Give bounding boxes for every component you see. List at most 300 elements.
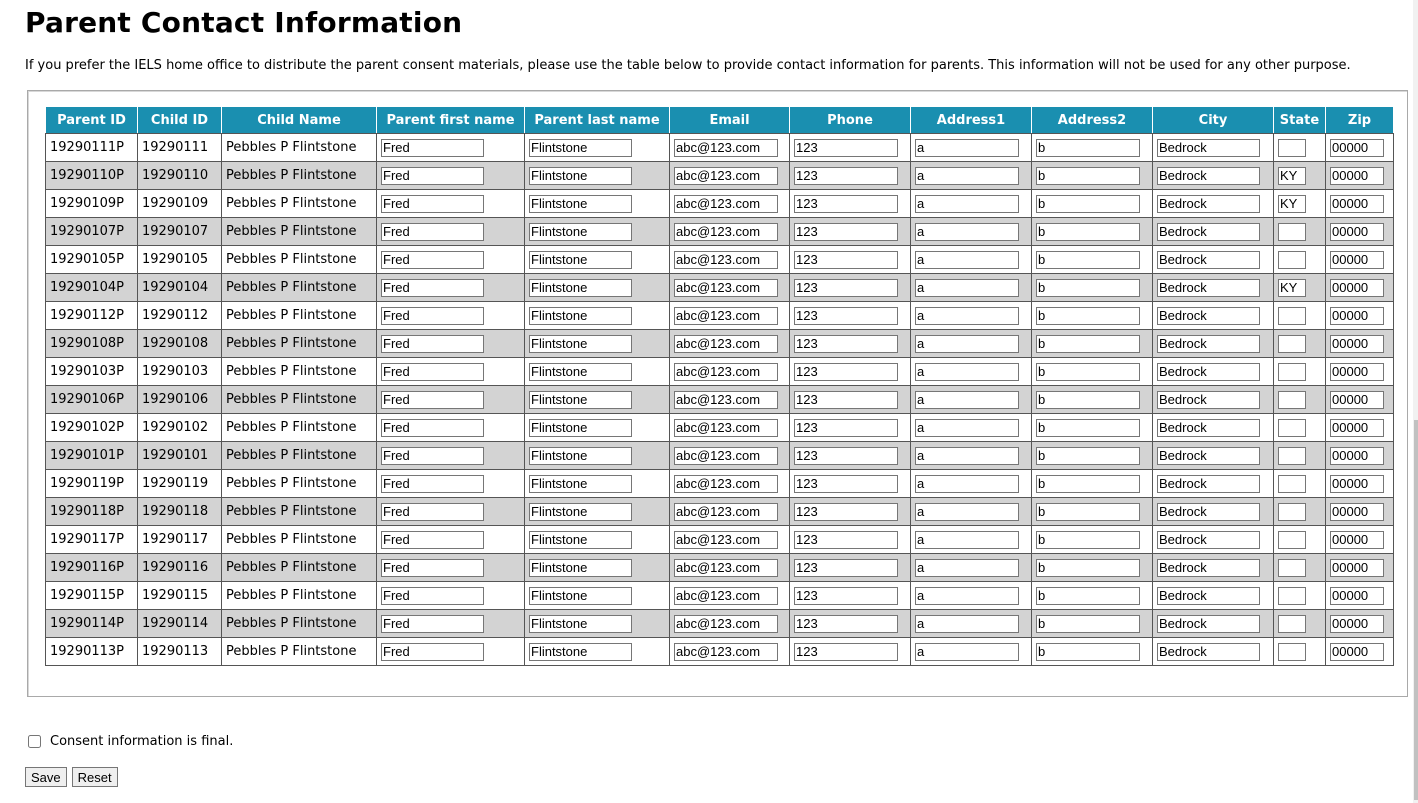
city-cell bbox=[1153, 190, 1274, 218]
parent-first-name-input[interactable] bbox=[381, 419, 484, 437]
parent-last-name-cell bbox=[525, 162, 670, 190]
parent-last-name-input[interactable] bbox=[529, 643, 632, 661]
city-cell bbox=[1153, 442, 1274, 470]
address1-cell bbox=[911, 386, 1032, 414]
consent-final-label[interactable]: Consent information is final. bbox=[50, 734, 234, 749]
address2-input[interactable] bbox=[1036, 391, 1140, 409]
column-header-child-name: Child Name bbox=[222, 107, 377, 134]
city-cell bbox=[1153, 386, 1274, 414]
phone-cell bbox=[790, 162, 911, 190]
parent-first-name-input[interactable] bbox=[381, 643, 484, 661]
column-header-parent-id: Parent ID bbox=[46, 107, 138, 134]
phone-input[interactable] bbox=[794, 615, 898, 633]
parent-id-cell: 19290107P bbox=[46, 218, 138, 246]
city-input[interactable] bbox=[1157, 223, 1260, 241]
parent-last-name-cell bbox=[525, 554, 670, 582]
column-header-child-id: Child ID bbox=[138, 107, 222, 134]
phone-input[interactable] bbox=[794, 251, 898, 269]
parent-last-name-cell bbox=[525, 134, 670, 162]
address2-cell bbox=[1032, 386, 1153, 414]
zip-cell bbox=[1326, 190, 1394, 218]
state-input[interactable] bbox=[1278, 363, 1306, 381]
zip-cell bbox=[1326, 414, 1394, 442]
email-input[interactable] bbox=[674, 615, 778, 633]
child-name-cell: Pebbles P Flintstone bbox=[222, 302, 377, 330]
zip-input[interactable] bbox=[1330, 251, 1384, 269]
state-cell bbox=[1274, 218, 1326, 246]
parent-first-name-cell bbox=[377, 386, 525, 414]
child-name-cell: Pebbles P Flintstone bbox=[222, 330, 377, 358]
email-input[interactable] bbox=[674, 139, 778, 157]
table-row bbox=[46, 134, 1394, 162]
state-input[interactable] bbox=[1278, 559, 1306, 577]
zip-input[interactable] bbox=[1330, 643, 1384, 661]
phone-cell bbox=[790, 554, 911, 582]
parent-first-name-input[interactable] bbox=[381, 167, 484, 185]
parent-first-name-input[interactable] bbox=[381, 223, 484, 241]
address1-input[interactable] bbox=[915, 615, 1019, 633]
parent-first-name-input[interactable] bbox=[381, 587, 484, 605]
email-input[interactable] bbox=[674, 251, 778, 269]
parent-first-name-cell bbox=[377, 190, 525, 218]
phone-input[interactable] bbox=[794, 307, 898, 325]
parent-last-name-input[interactable] bbox=[529, 531, 632, 549]
city-input[interactable] bbox=[1157, 587, 1260, 605]
city-input[interactable] bbox=[1157, 195, 1260, 213]
city-input[interactable] bbox=[1157, 363, 1260, 381]
child-name-cell: Pebbles P Flintstone bbox=[222, 610, 377, 638]
column-header-phone: Phone bbox=[790, 107, 911, 134]
address2-input[interactable] bbox=[1036, 587, 1140, 605]
email-cell bbox=[670, 526, 790, 554]
address1-input[interactable] bbox=[915, 335, 1019, 353]
city-input[interactable] bbox=[1157, 279, 1260, 297]
email-input[interactable] bbox=[674, 279, 778, 297]
parent-first-name-input[interactable] bbox=[381, 531, 484, 549]
state-input[interactable] bbox=[1278, 587, 1306, 605]
address2-cell bbox=[1032, 162, 1153, 190]
zip-cell bbox=[1326, 358, 1394, 386]
address1-input[interactable] bbox=[915, 139, 1019, 157]
zip-input[interactable] bbox=[1330, 223, 1384, 241]
child-name-cell: Pebbles P Flintstone bbox=[222, 526, 377, 554]
email-input[interactable] bbox=[674, 587, 778, 605]
phone-input[interactable] bbox=[794, 139, 898, 157]
address2-input[interactable] bbox=[1036, 643, 1140, 661]
address2-input[interactable] bbox=[1036, 195, 1140, 213]
parent-last-name-input[interactable] bbox=[529, 475, 632, 493]
zip-input[interactable] bbox=[1330, 559, 1384, 577]
email-input[interactable] bbox=[674, 223, 778, 241]
parent-last-name-input[interactable] bbox=[529, 391, 632, 409]
state-cell bbox=[1274, 554, 1326, 582]
city-cell bbox=[1153, 330, 1274, 358]
phone-input[interactable] bbox=[794, 531, 898, 549]
city-cell bbox=[1153, 498, 1274, 526]
city-input[interactable] bbox=[1157, 559, 1260, 577]
parent-first-name-input[interactable] bbox=[381, 307, 484, 325]
state-cell bbox=[1274, 526, 1326, 554]
city-input[interactable] bbox=[1157, 167, 1260, 185]
child-id-cell: 19290106 bbox=[138, 386, 222, 414]
state-input[interactable] bbox=[1278, 643, 1306, 661]
city-cell bbox=[1153, 134, 1274, 162]
state-cell bbox=[1274, 134, 1326, 162]
state-input[interactable] bbox=[1278, 475, 1306, 493]
parent-first-name-cell bbox=[377, 498, 525, 526]
state-cell bbox=[1274, 190, 1326, 218]
state-input[interactable] bbox=[1278, 615, 1306, 633]
city-input[interactable] bbox=[1157, 615, 1260, 633]
email-cell bbox=[670, 554, 790, 582]
parent-first-name-cell bbox=[377, 330, 525, 358]
address2-input[interactable] bbox=[1036, 531, 1140, 549]
state-input[interactable] bbox=[1278, 279, 1306, 297]
email-input[interactable] bbox=[674, 531, 778, 549]
phone-input[interactable] bbox=[794, 643, 898, 661]
address1-input[interactable] bbox=[915, 279, 1019, 297]
state-cell bbox=[1274, 498, 1326, 526]
address2-input[interactable] bbox=[1036, 167, 1140, 185]
address2-input[interactable] bbox=[1036, 559, 1140, 577]
table-row bbox=[46, 638, 1394, 666]
parent-first-name-cell bbox=[377, 358, 525, 386]
phone-input[interactable] bbox=[794, 587, 898, 605]
email-input[interactable] bbox=[674, 419, 778, 437]
phone-cell bbox=[790, 358, 911, 386]
address2-input[interactable] bbox=[1036, 279, 1140, 297]
parent-id-cell: 19290104P bbox=[46, 274, 138, 302]
address1-cell bbox=[911, 638, 1032, 666]
parent-last-name-cell bbox=[525, 414, 670, 442]
address1-input[interactable] bbox=[915, 223, 1019, 241]
address1-cell bbox=[911, 162, 1032, 190]
email-input[interactable] bbox=[674, 167, 778, 185]
address2-input[interactable] bbox=[1036, 503, 1140, 521]
email-input[interactable] bbox=[674, 335, 778, 353]
parent-last-name-cell bbox=[525, 498, 670, 526]
parent-last-name-input[interactable] bbox=[529, 307, 632, 325]
parent-last-name-input[interactable] bbox=[529, 363, 632, 381]
state-input[interactable] bbox=[1278, 251, 1306, 269]
address1-input[interactable] bbox=[915, 195, 1019, 213]
phone-cell bbox=[790, 470, 911, 498]
parent-last-name-input[interactable] bbox=[529, 251, 632, 269]
city-input[interactable] bbox=[1157, 139, 1260, 157]
child-id-cell: 19290109 bbox=[138, 190, 222, 218]
consent-final-checkbox[interactable] bbox=[28, 735, 41, 748]
child-id-cell: 19290114 bbox=[138, 610, 222, 638]
parent-last-name-input[interactable] bbox=[529, 167, 632, 185]
zip-input[interactable] bbox=[1330, 391, 1384, 409]
reset-button[interactable]: Reset bbox=[72, 767, 118, 787]
zip-input[interactable] bbox=[1330, 503, 1384, 521]
address2-input[interactable] bbox=[1036, 251, 1140, 269]
zip-input[interactable] bbox=[1330, 167, 1384, 185]
column-header-parent-first-name: Parent first name bbox=[377, 107, 525, 134]
zip-cell bbox=[1326, 442, 1394, 470]
phone-input[interactable] bbox=[794, 167, 898, 185]
email-input[interactable] bbox=[674, 503, 778, 521]
address1-input[interactable] bbox=[915, 531, 1019, 549]
address2-cell bbox=[1032, 134, 1153, 162]
phone-input[interactable] bbox=[794, 419, 898, 437]
scrollbar-thumb[interactable] bbox=[1414, 420, 1418, 800]
address1-input[interactable] bbox=[915, 475, 1019, 493]
column-header-email: Email bbox=[670, 107, 790, 134]
parent-last-name-input[interactable] bbox=[529, 447, 632, 465]
child-name-cell: Pebbles P Flintstone bbox=[222, 498, 377, 526]
zip-input[interactable] bbox=[1330, 335, 1384, 353]
parent-first-name-input[interactable] bbox=[381, 279, 484, 297]
parent-id-cell: 19290103P bbox=[46, 358, 138, 386]
parent-id-cell: 19290110P bbox=[46, 162, 138, 190]
state-input[interactable] bbox=[1278, 335, 1306, 353]
table-row bbox=[46, 554, 1394, 582]
parent-last-name-input[interactable] bbox=[529, 559, 632, 577]
address2-input[interactable] bbox=[1036, 615, 1140, 633]
state-input[interactable] bbox=[1278, 419, 1306, 437]
address1-cell bbox=[911, 134, 1032, 162]
table-row bbox=[46, 274, 1394, 302]
parent-last-name-cell bbox=[525, 610, 670, 638]
table-row bbox=[46, 246, 1394, 274]
table-row bbox=[46, 582, 1394, 610]
header-row bbox=[46, 107, 1394, 134]
city-input[interactable] bbox=[1157, 475, 1260, 493]
phone-input[interactable] bbox=[794, 335, 898, 353]
zip-cell bbox=[1326, 554, 1394, 582]
email-input[interactable] bbox=[674, 559, 778, 577]
child-id-cell: 19290115 bbox=[138, 582, 222, 610]
address2-input[interactable] bbox=[1036, 223, 1140, 241]
city-input[interactable] bbox=[1157, 251, 1260, 269]
parent-last-name-cell bbox=[525, 638, 670, 666]
table-row bbox=[46, 414, 1394, 442]
save-button[interactable]: Save bbox=[25, 767, 67, 787]
state-cell bbox=[1274, 638, 1326, 666]
column-header-state: State bbox=[1274, 107, 1326, 134]
phone-input[interactable] bbox=[794, 475, 898, 493]
parent-first-name-input[interactable] bbox=[381, 615, 484, 633]
zip-input[interactable] bbox=[1330, 307, 1384, 325]
state-input[interactable] bbox=[1278, 223, 1306, 241]
zip-input[interactable] bbox=[1330, 615, 1384, 633]
parent-last-name-input[interactable] bbox=[529, 503, 632, 521]
child-name-cell: Pebbles P Flintstone bbox=[222, 246, 377, 274]
zip-input[interactable] bbox=[1330, 195, 1384, 213]
phone-input[interactable] bbox=[794, 559, 898, 577]
parent-last-name-cell bbox=[525, 218, 670, 246]
city-input[interactable] bbox=[1157, 531, 1260, 549]
parent-contact-table bbox=[45, 106, 1394, 666]
parent-last-name-input[interactable] bbox=[529, 279, 632, 297]
city-cell bbox=[1153, 610, 1274, 638]
parent-first-name-cell bbox=[377, 134, 525, 162]
city-input[interactable] bbox=[1157, 419, 1260, 437]
parent-last-name-input[interactable] bbox=[529, 195, 632, 213]
phone-cell bbox=[790, 190, 911, 218]
phone-input[interactable] bbox=[794, 391, 898, 409]
email-cell bbox=[670, 358, 790, 386]
parent-first-name-input[interactable] bbox=[381, 503, 484, 521]
zip-input[interactable] bbox=[1330, 139, 1384, 157]
parent-last-name-input[interactable] bbox=[529, 615, 632, 633]
email-cell bbox=[670, 330, 790, 358]
state-input[interactable] bbox=[1278, 307, 1306, 325]
address2-input[interactable] bbox=[1036, 475, 1140, 493]
address1-input[interactable] bbox=[915, 307, 1019, 325]
parent-first-name-input[interactable] bbox=[381, 139, 484, 157]
state-input[interactable] bbox=[1278, 531, 1306, 549]
parent-first-name-input[interactable] bbox=[381, 195, 484, 213]
parent-id-cell: 19290106P bbox=[46, 386, 138, 414]
state-input[interactable] bbox=[1278, 195, 1306, 213]
zip-input[interactable] bbox=[1330, 279, 1384, 297]
email-input[interactable] bbox=[674, 475, 778, 493]
zip-cell bbox=[1326, 610, 1394, 638]
address1-input[interactable] bbox=[915, 447, 1019, 465]
parent-first-name-input[interactable] bbox=[381, 447, 484, 465]
vertical-scrollbar[interactable] bbox=[1413, 0, 1418, 803]
address1-input[interactable] bbox=[915, 587, 1019, 605]
zip-cell bbox=[1326, 302, 1394, 330]
zip-cell bbox=[1326, 218, 1394, 246]
column-header-city: City bbox=[1153, 107, 1274, 134]
address2-cell bbox=[1032, 638, 1153, 666]
phone-input[interactable] bbox=[794, 195, 898, 213]
zip-input[interactable] bbox=[1330, 475, 1384, 493]
city-input[interactable] bbox=[1157, 335, 1260, 353]
zip-input[interactable] bbox=[1330, 531, 1384, 549]
address2-input[interactable] bbox=[1036, 419, 1140, 437]
state-input[interactable] bbox=[1278, 447, 1306, 465]
state-cell bbox=[1274, 470, 1326, 498]
address2-input[interactable] bbox=[1036, 447, 1140, 465]
phone-cell bbox=[790, 498, 911, 526]
city-input[interactable] bbox=[1157, 503, 1260, 521]
zip-input[interactable] bbox=[1330, 447, 1384, 465]
address2-cell bbox=[1032, 610, 1153, 638]
parent-first-name-cell bbox=[377, 470, 525, 498]
parent-last-name-input[interactable] bbox=[529, 587, 632, 605]
email-input[interactable] bbox=[674, 307, 778, 325]
child-id-cell: 19290118 bbox=[138, 498, 222, 526]
zip-cell bbox=[1326, 386, 1394, 414]
zip-input[interactable] bbox=[1330, 419, 1384, 437]
address2-cell bbox=[1032, 330, 1153, 358]
address2-input[interactable] bbox=[1036, 139, 1140, 157]
email-cell bbox=[670, 442, 790, 470]
parent-first-name-input[interactable] bbox=[381, 251, 484, 269]
column-header-zip: Zip bbox=[1326, 107, 1394, 134]
address1-input[interactable] bbox=[915, 643, 1019, 661]
state-cell bbox=[1274, 610, 1326, 638]
parent-first-name-input[interactable] bbox=[381, 475, 484, 493]
city-input[interactable] bbox=[1157, 447, 1260, 465]
address2-input[interactable] bbox=[1036, 335, 1140, 353]
address1-input[interactable] bbox=[915, 419, 1019, 437]
address1-input[interactable] bbox=[915, 503, 1019, 521]
parent-first-name-input[interactable] bbox=[381, 391, 484, 409]
parent-id-cell: 19290102P bbox=[46, 414, 138, 442]
parent-first-name-cell bbox=[377, 274, 525, 302]
phone-cell bbox=[790, 134, 911, 162]
phone-input[interactable] bbox=[794, 279, 898, 297]
state-input[interactable] bbox=[1278, 391, 1306, 409]
state-cell bbox=[1274, 358, 1326, 386]
state-input[interactable] bbox=[1278, 167, 1306, 185]
parent-first-name-input[interactable] bbox=[381, 335, 484, 353]
phone-input[interactable] bbox=[794, 363, 898, 381]
state-input[interactable] bbox=[1278, 139, 1306, 157]
child-name-cell: Pebbles P Flintstone bbox=[222, 414, 377, 442]
parent-first-name-input[interactable] bbox=[381, 559, 484, 577]
city-input[interactable] bbox=[1157, 307, 1260, 325]
address2-input[interactable] bbox=[1036, 363, 1140, 381]
parent-last-name-input[interactable] bbox=[529, 139, 632, 157]
address1-input[interactable] bbox=[915, 363, 1019, 381]
state-input[interactable] bbox=[1278, 503, 1306, 521]
table-row bbox=[46, 470, 1394, 498]
email-input[interactable] bbox=[674, 363, 778, 381]
zip-input[interactable] bbox=[1330, 587, 1384, 605]
address1-input[interactable] bbox=[915, 251, 1019, 269]
city-input[interactable] bbox=[1157, 643, 1260, 661]
email-input[interactable] bbox=[674, 643, 778, 661]
address2-cell bbox=[1032, 414, 1153, 442]
table-row bbox=[46, 190, 1394, 218]
address1-input[interactable] bbox=[915, 167, 1019, 185]
zip-cell bbox=[1326, 274, 1394, 302]
address2-cell bbox=[1032, 554, 1153, 582]
child-name-cell: Pebbles P Flintstone bbox=[222, 638, 377, 666]
child-name-cell: Pebbles P Flintstone bbox=[222, 554, 377, 582]
address2-input[interactable] bbox=[1036, 307, 1140, 325]
parent-last-name-input[interactable] bbox=[529, 335, 632, 353]
phone-cell bbox=[790, 274, 911, 302]
address2-cell bbox=[1032, 470, 1153, 498]
parent-last-name-input[interactable] bbox=[529, 223, 632, 241]
city-cell bbox=[1153, 582, 1274, 610]
city-input[interactable] bbox=[1157, 391, 1260, 409]
table-row bbox=[46, 498, 1394, 526]
address2-cell bbox=[1032, 498, 1153, 526]
email-cell bbox=[670, 302, 790, 330]
parent-first-name-input[interactable] bbox=[381, 363, 484, 381]
state-cell bbox=[1274, 274, 1326, 302]
email-input[interactable] bbox=[674, 447, 778, 465]
parent-last-name-input[interactable] bbox=[529, 419, 632, 437]
parent-last-name-cell bbox=[525, 442, 670, 470]
address1-cell bbox=[911, 218, 1032, 246]
zip-input[interactable] bbox=[1330, 363, 1384, 381]
table-body bbox=[46, 134, 1394, 666]
address1-input[interactable] bbox=[915, 391, 1019, 409]
phone-input[interactable] bbox=[794, 503, 898, 521]
parent-last-name-cell bbox=[525, 330, 670, 358]
email-cell bbox=[670, 134, 790, 162]
parent-last-name-cell bbox=[525, 274, 670, 302]
phone-cell bbox=[790, 610, 911, 638]
child-id-cell: 19290110 bbox=[138, 162, 222, 190]
email-input[interactable] bbox=[674, 391, 778, 409]
state-cell bbox=[1274, 582, 1326, 610]
phone-input[interactable] bbox=[794, 447, 898, 465]
email-input[interactable] bbox=[674, 195, 778, 213]
address1-input[interactable] bbox=[915, 559, 1019, 577]
phone-input[interactable] bbox=[794, 223, 898, 241]
